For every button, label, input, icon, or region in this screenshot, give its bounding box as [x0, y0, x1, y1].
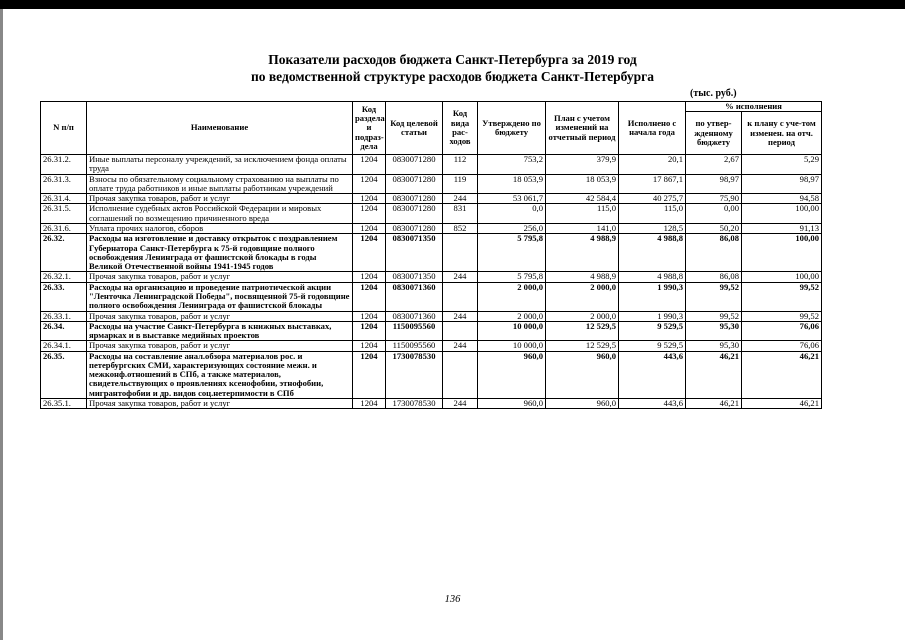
row-name: Иные выплаты персоналу учреждений, за исключением фонда оплаты труда [87, 155, 353, 175]
row-percent-plan: 94,58 [742, 194, 822, 204]
row-percent-budget: 95,30 [686, 341, 742, 351]
row-expense-type-code: 112 [443, 155, 478, 175]
scan-left-edge [0, 9, 3, 640]
row-name: Расходы на участие Санкт-Петербурга в книжных выставках, ярмарках и в выставке медийных проектов [87, 321, 353, 341]
row-section-code: 1204 [353, 341, 386, 351]
table-row [41, 341, 822, 351]
row-name: Прочая закупка товаров, работ и услуг [87, 399, 353, 409]
row-section-code: 1204 [353, 223, 386, 233]
row-target-code: 0830071280 [386, 204, 443, 224]
row-name: Прочая закупка товаров, работ и услуг [87, 194, 353, 204]
row-approved: 18 053,9 [478, 174, 546, 194]
row-name: Исполнение судебных актов Российской Федерации и мировых соглашений по возмещению причиненного вреда [87, 204, 353, 224]
header-percent-budget: по утвер-жденному бюджету [686, 112, 742, 155]
document-title-line-1: Показатели расходов бюджета Санкт-Петербурга за 2019 год [268, 52, 637, 67]
row-number: 26.32.1. [41, 272, 87, 282]
table-row [41, 351, 822, 398]
row-executed: 9 529,5 [619, 341, 686, 351]
header-percent-group: % исполнения [686, 102, 822, 112]
row-target-code: 0830071280 [386, 174, 443, 194]
row-target-code: 0830071280 [386, 194, 443, 204]
row-section-code: 1204 [353, 272, 386, 282]
row-percent-budget: 99,52 [686, 282, 742, 311]
row-expense-type-code: 244 [443, 399, 478, 409]
row-executed: 1 990,3 [619, 311, 686, 321]
table-row [41, 223, 822, 233]
row-section-code: 1204 [353, 174, 386, 194]
row-approved: 53 061,7 [478, 194, 546, 204]
row-section-code: 1204 [353, 155, 386, 175]
header-percent-plan: к плану с уче-том изменен. на отч. период [742, 112, 822, 155]
row-section-code: 1204 [353, 282, 386, 311]
table-row [41, 174, 822, 194]
row-plan: 115,0 [546, 204, 619, 224]
budget-table [40, 101, 822, 409]
row-percent-plan: 76,06 [742, 341, 822, 351]
row-percent-plan: 99,52 [742, 311, 822, 321]
row-expense-type-code [443, 351, 478, 398]
row-plan: 2 000,0 [546, 311, 619, 321]
row-plan: 12 529,5 [546, 341, 619, 351]
row-percent-budget: 99,52 [686, 311, 742, 321]
row-percent-plan: 98,97 [742, 174, 822, 194]
row-number: 26.33. [41, 282, 87, 311]
row-percent-plan: 91,13 [742, 223, 822, 233]
row-number: 26.31.6. [41, 223, 87, 233]
row-percent-plan: 100,00 [742, 272, 822, 282]
row-target-code: 0830071360 [386, 282, 443, 311]
header-target-code: Код целевой статьи [386, 102, 443, 155]
row-approved: 960,0 [478, 351, 546, 398]
row-number: 26.31.2. [41, 155, 87, 175]
row-expense-type-code [443, 321, 478, 341]
row-plan: 960,0 [546, 351, 619, 398]
row-expense-type-code: 119 [443, 174, 478, 194]
row-percent-budget: 75,90 [686, 194, 742, 204]
table-row [41, 194, 822, 204]
row-section-code: 1204 [353, 399, 386, 409]
row-approved: 2 000,0 [478, 282, 546, 311]
header-num: N п/п [41, 102, 87, 155]
row-approved: 753,2 [478, 155, 546, 175]
row-plan: 12 529,5 [546, 321, 619, 341]
document-title-line-2: по ведомственной структуре расходов бюджета Санкт-Петербурга [250, 69, 655, 84]
table-row [41, 399, 822, 409]
row-expense-type-code: 244 [443, 194, 478, 204]
row-percent-budget: 86,08 [686, 234, 742, 272]
row-number: 26.32. [41, 234, 87, 272]
header-plan: План с учетом изменений на отчетный период [546, 102, 619, 155]
table-row [41, 282, 822, 311]
row-percent-plan: 99,52 [742, 282, 822, 311]
row-executed: 443,6 [619, 351, 686, 398]
row-target-code: 0830071280 [386, 223, 443, 233]
row-target-code: 1150095560 [386, 341, 443, 351]
row-percent-budget: 0,00 [686, 204, 742, 224]
row-approved: 960,0 [478, 399, 546, 409]
row-percent-budget: 98,97 [686, 174, 742, 194]
row-section-code: 1204 [353, 194, 386, 204]
table-row [41, 204, 822, 224]
row-name: Взносы по обязательному социальному страхованию на выплаты по оплате труда работников и иные выплаты работникам учреждений [87, 174, 353, 194]
row-executed: 40 275,7 [619, 194, 686, 204]
row-percent-plan: 100,00 [742, 234, 822, 272]
row-approved: 10 000,0 [478, 341, 546, 351]
row-number: 26.33.1. [41, 311, 87, 321]
scan-top-border [0, 0, 905, 9]
table-row [41, 234, 822, 272]
row-name: Прочая закупка товаров, работ и услуг [87, 272, 353, 282]
row-number: 26.31.4. [41, 194, 87, 204]
row-target-code: 0830071280 [386, 155, 443, 175]
row-target-code: 0830071350 [386, 234, 443, 272]
page-number: 136 [444, 594, 461, 605]
row-approved: 5 795,8 [478, 272, 546, 282]
table-row [41, 272, 822, 282]
row-section-code: 1204 [353, 204, 386, 224]
row-expense-type-code: 244 [443, 341, 478, 351]
row-section-code: 1204 [353, 234, 386, 272]
header-executed: Исполнено с начала года [619, 102, 686, 155]
row-number: 26.31.3. [41, 174, 87, 194]
row-name: Расходы на изготовление и доставку открыток с поздравлением Губернатора Санкт-Петербурга к 75-й годовщине полного освобождения Ленинграда от фашистской блокады в годы Великой Отечественной войны 1941-1945 годов [87, 234, 353, 272]
row-percent-budget: 46,21 [686, 351, 742, 398]
row-target-code: 1150095560 [386, 321, 443, 341]
row-executed: 443,6 [619, 399, 686, 409]
row-percent-plan: 100,00 [742, 204, 822, 224]
row-approved: 0,0 [478, 204, 546, 224]
row-number: 26.34.1. [41, 341, 87, 351]
row-name: Расходы на составление анал.обзора материалов рос. и петербургских СМИ, характеризующих состояние межн. и межконф.отношений в СПб, а также материалов, свидетельствующих о проявлениях ксенофобии, этнофобии, мигрантофобии и др. видов соц.нетерпимости в СПб [87, 351, 353, 398]
row-executed: 4 988,8 [619, 272, 686, 282]
row-number: 26.31.5. [41, 204, 87, 224]
table-row [41, 321, 822, 341]
row-plan: 379,9 [546, 155, 619, 175]
row-approved: 5 795,8 [478, 234, 546, 272]
row-target-code: 0830071360 [386, 311, 443, 321]
row-percent-budget: 46,21 [686, 399, 742, 409]
row-target-code: 1730078530 [386, 399, 443, 409]
row-percent-plan: 76,06 [742, 321, 822, 341]
row-executed: 9 529,5 [619, 321, 686, 341]
row-percent-budget: 2,67 [686, 155, 742, 175]
row-expense-type-code: 244 [443, 311, 478, 321]
row-plan: 18 053,9 [546, 174, 619, 194]
row-target-code: 0830071350 [386, 272, 443, 282]
header-section-code: Код раздела и подраз-дела [353, 102, 386, 155]
row-plan: 2 000,0 [546, 282, 619, 311]
row-number: 26.35.1. [41, 399, 87, 409]
row-percent-budget: 95,30 [686, 321, 742, 341]
row-name: Прочая закупка товаров, работ и услуг [87, 311, 353, 321]
row-number: 26.34. [41, 321, 87, 341]
row-section-code: 1204 [353, 351, 386, 398]
row-executed: 128,5 [619, 223, 686, 233]
table-row [41, 311, 822, 321]
row-section-code: 1204 [353, 311, 386, 321]
row-executed: 4 988,8 [619, 234, 686, 272]
row-percent-budget: 50,20 [686, 223, 742, 233]
row-percent-plan: 5,29 [742, 155, 822, 175]
header-name: Наименование [87, 102, 353, 155]
header-expense-type-code: Код вида рас-ходов [443, 102, 478, 155]
row-percent-budget: 86,08 [686, 272, 742, 282]
table-row [41, 155, 822, 175]
row-expense-type-code [443, 234, 478, 272]
row-executed: 20,1 [619, 155, 686, 175]
row-executed: 17 867,1 [619, 174, 686, 194]
table-body [41, 155, 822, 409]
row-name: Расходы на организацию и проведение патриотической акции "Ленточка Ленинградской Победы", посвященной 75-й годовщине полного освобождения Ленинграда от фашистской блокады [87, 282, 353, 311]
units-note: (тыс. руб.) [690, 88, 737, 99]
header-approved: Утверждено по бюджету [478, 102, 546, 155]
row-name: Уплата прочих налогов, сборов [87, 223, 353, 233]
row-expense-type-code: 831 [443, 204, 478, 224]
row-section-code: 1204 [353, 321, 386, 341]
row-number: 26.35. [41, 351, 87, 398]
row-executed: 1 990,3 [619, 282, 686, 311]
row-expense-type-code [443, 282, 478, 311]
row-approved: 2 000,0 [478, 311, 546, 321]
row-approved: 10 000,0 [478, 321, 546, 341]
row-percent-plan: 46,21 [742, 399, 822, 409]
row-expense-type-code: 852 [443, 223, 478, 233]
row-plan: 42 584,4 [546, 194, 619, 204]
row-plan: 960,0 [546, 399, 619, 409]
row-plan: 4 988,9 [546, 272, 619, 282]
row-target-code: 1730078530 [386, 351, 443, 398]
row-name: Прочая закупка товаров, работ и услуг [87, 341, 353, 351]
row-executed: 115,0 [619, 204, 686, 224]
row-plan: 4 988,9 [546, 234, 619, 272]
row-expense-type-code: 244 [443, 272, 478, 282]
row-plan: 141,0 [546, 223, 619, 233]
row-percent-plan: 46,21 [742, 351, 822, 398]
row-approved: 256,0 [478, 223, 546, 233]
